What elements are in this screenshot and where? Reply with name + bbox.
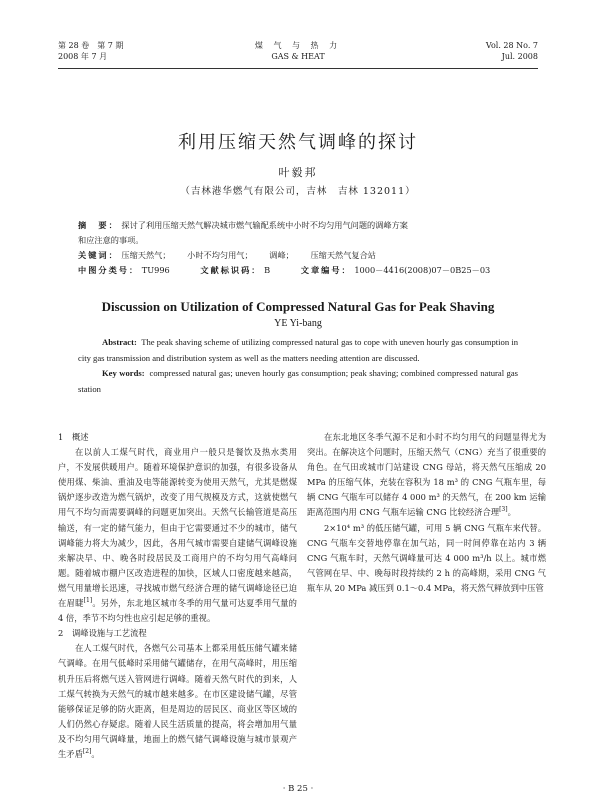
keywords-en-paragraph: [78, 366, 518, 397]
keywords-en-label: Key words:: [102, 368, 145, 378]
running-header: [58, 40, 538, 76]
journal-name-en: GAS & HEAT: [271, 52, 325, 61]
clc-value: TU996: [141, 265, 170, 275]
paragraph-text: 。: [91, 748, 100, 759]
paragraph-text: 在人工煤气时代，各燃气公司基本上都采用低压储气罐来储气调峰。在用气低峰时采用储气罐储存，在用气高峰时，用压缩机升压后将燃气送入管网进行调峰。随着天然气时代的到来，人工煤气转换为天然气的城市越来越多。在市区建设储气罐，尽管能够保证足够的防火距离，但是周边的居民区、商业区等区域的人们仍然心存疑虑。随着人民生活质量的提高，将会增加用气量及不均匀用气调峰量，地面上的燃气储气调峰设施与城市景观产生矛盾: [58, 643, 297, 759]
article-number-value: 1000－4416(2008)07－0B25－03: [354, 265, 491, 275]
volume-cn: 第 28 卷 第 7 期: [58, 41, 124, 50]
paragraph-text: 。: [507, 507, 516, 518]
abstract-text-1: 探讨了利用压缩天然气解决城市燃气输配系统中小时不均匀用气问题的调峰方案: [121, 220, 408, 230]
article-title-en: Discussion on Utilization of Compressed Natural Gas for Peak Shaving: [101, 299, 495, 314]
abstract-label: 摘 要：: [78, 220, 119, 230]
keywords-cn: [78, 248, 518, 263]
journal-name-cn: 煤 气 与 热 力: [254, 41, 342, 50]
author-cn: 叶毅邦: [278, 166, 318, 179]
page-number: · B 25 ·: [282, 784, 314, 794]
body-column-left: [58, 430, 297, 762]
section-heading-2: [58, 626, 297, 641]
paragraph-text: 在东北地区冬季气源不足和小时不均匀用气的问题显得尤为突出。在解决这个问题时，压缩天然气（CNG）充当了很重要的角色。在气田或城市门站建设 CNG 母站，将天然气压缩成 20 MPa 的压缩气体，充装在容积为 18 m³ 的 CNG 气瓶车里，每辆 CNG 气瓶车可以储存 4 000 m³ 的天然气，在 200 km 运输距离范围内用 CNG 气瓶车运输 CNG 比较经济合理: [307, 432, 546, 518]
clc-label: 中图分类号：: [78, 265, 140, 275]
paragraph-text: 。另外，东北地区城市冬季的用气量可达夏季用气量的 4 倍，季节不均匀性也应引起足够的重视。: [58, 598, 297, 624]
header-rule: [58, 68, 538, 69]
section-title: 概述: [72, 432, 89, 442]
paragraph: [58, 641, 297, 762]
citation: [3]: [499, 506, 508, 514]
abstract-text-2: 和应注意的事项。: [78, 235, 144, 245]
abstract-en-text: The peak shaving scheme of utilizing compressed natural gas to cope with uneven hourly gas consumption in city gas transmission and distribution system as well as the matters needing attention are discussed.: [78, 337, 519, 363]
abstract-en-label: Abstract:: [102, 337, 137, 347]
abstract-en: [78, 335, 518, 397]
paragraph-text: 在以前人工煤气时代，商业用户一般只是餐饮及热水类用户，不发展供暖用户。随着环境保护意识的加强，有很多设备从使用煤、柴油、重油及电等能源转变为使用天然气，尤其是燃煤锅炉逐步改造为燃气锅炉，改变了用气规模及方式，这就使燃气用气不均匀而需要调峰的问题更加突出。天然气长输管道是高压输送，有一定的储气能力，但由于它需要通过不少的城市，储气调峰能力将大为减少，因此，各用气城市需要自建储气调峰设施来解决早、中、晚各时段居民及工商用户的不均匀用气高峰问题。随着城市棚户区改造进程的加快，区域人口密度越来越高，燃气用量增长迅速，寻找城市燃气经济合理的储气调峰途径已迫在眉睫: [58, 447, 297, 609]
abstract-cn-line1: [78, 218, 518, 233]
section-number: 2: [58, 628, 64, 639]
classification-row: [78, 263, 518, 278]
citation: [1]: [83, 597, 93, 605]
header-right: [486, 40, 538, 62]
doc-code-label: 文献标识码：: [200, 265, 262, 275]
paragraph-text: 2×10⁴ m³ 的低压储气罐，可用 5 辆 CNG 气瓶车来代替。CNG 气瓶车交替地停靠在加气站，同一时间停靠在站内 3 辆 CNG 气瓶车时，天然气调峰量可达 4 000 m³/h 以上。城市燃气管网在早、中、晚每时段持续约 2 h 的高峰期，采用 CNG 气瓶车从 20 MPa 减压到 0.1～0.4 MPa，将天然气释放到中压管: [307, 522, 546, 593]
body-column-right: [307, 430, 546, 596]
abstract-cn-line2: [78, 233, 518, 248]
article-title-cn: 利用压缩天然气调峰的探讨: [178, 132, 418, 153]
affiliation-cn: （吉林港华燃气有限公司，吉林 吉林 132011）: [180, 186, 416, 197]
article-number-label: 文章编号：: [300, 265, 352, 275]
abstract-en-paragraph: [78, 335, 518, 366]
section-heading-1: [58, 430, 297, 445]
keywords-en-text: compressed natural gas; uneven hourly gas consumption; peak shaving; combined compressed natural gas station: [78, 368, 519, 394]
paragraph: [58, 445, 297, 626]
paragraph: [307, 521, 546, 596]
keyword: 压缩天然气；: [121, 250, 171, 260]
section-title: 调峰设施与工艺流程: [72, 628, 147, 639]
section-number: 1: [58, 432, 64, 442]
keyword: 压缩天然气复合站: [310, 250, 376, 260]
author-en: YE Yi-bang: [274, 318, 322, 329]
paragraph: [307, 430, 546, 521]
keyword: 小时不均匀用气；: [187, 250, 253, 260]
citation: [2]: [82, 748, 92, 756]
doc-code-value: B: [264, 265, 271, 275]
abstract-cn: [78, 218, 518, 278]
date-cn: 2008 年 7 月: [58, 52, 108, 61]
date-en: Jul. 2008: [501, 52, 538, 61]
keywords-label: 关键词：: [78, 250, 119, 260]
volume-en: Vol. 28 No. 7: [485, 41, 538, 50]
keyword: 调峰；: [269, 250, 294, 260]
header-center: [58, 40, 538, 62]
